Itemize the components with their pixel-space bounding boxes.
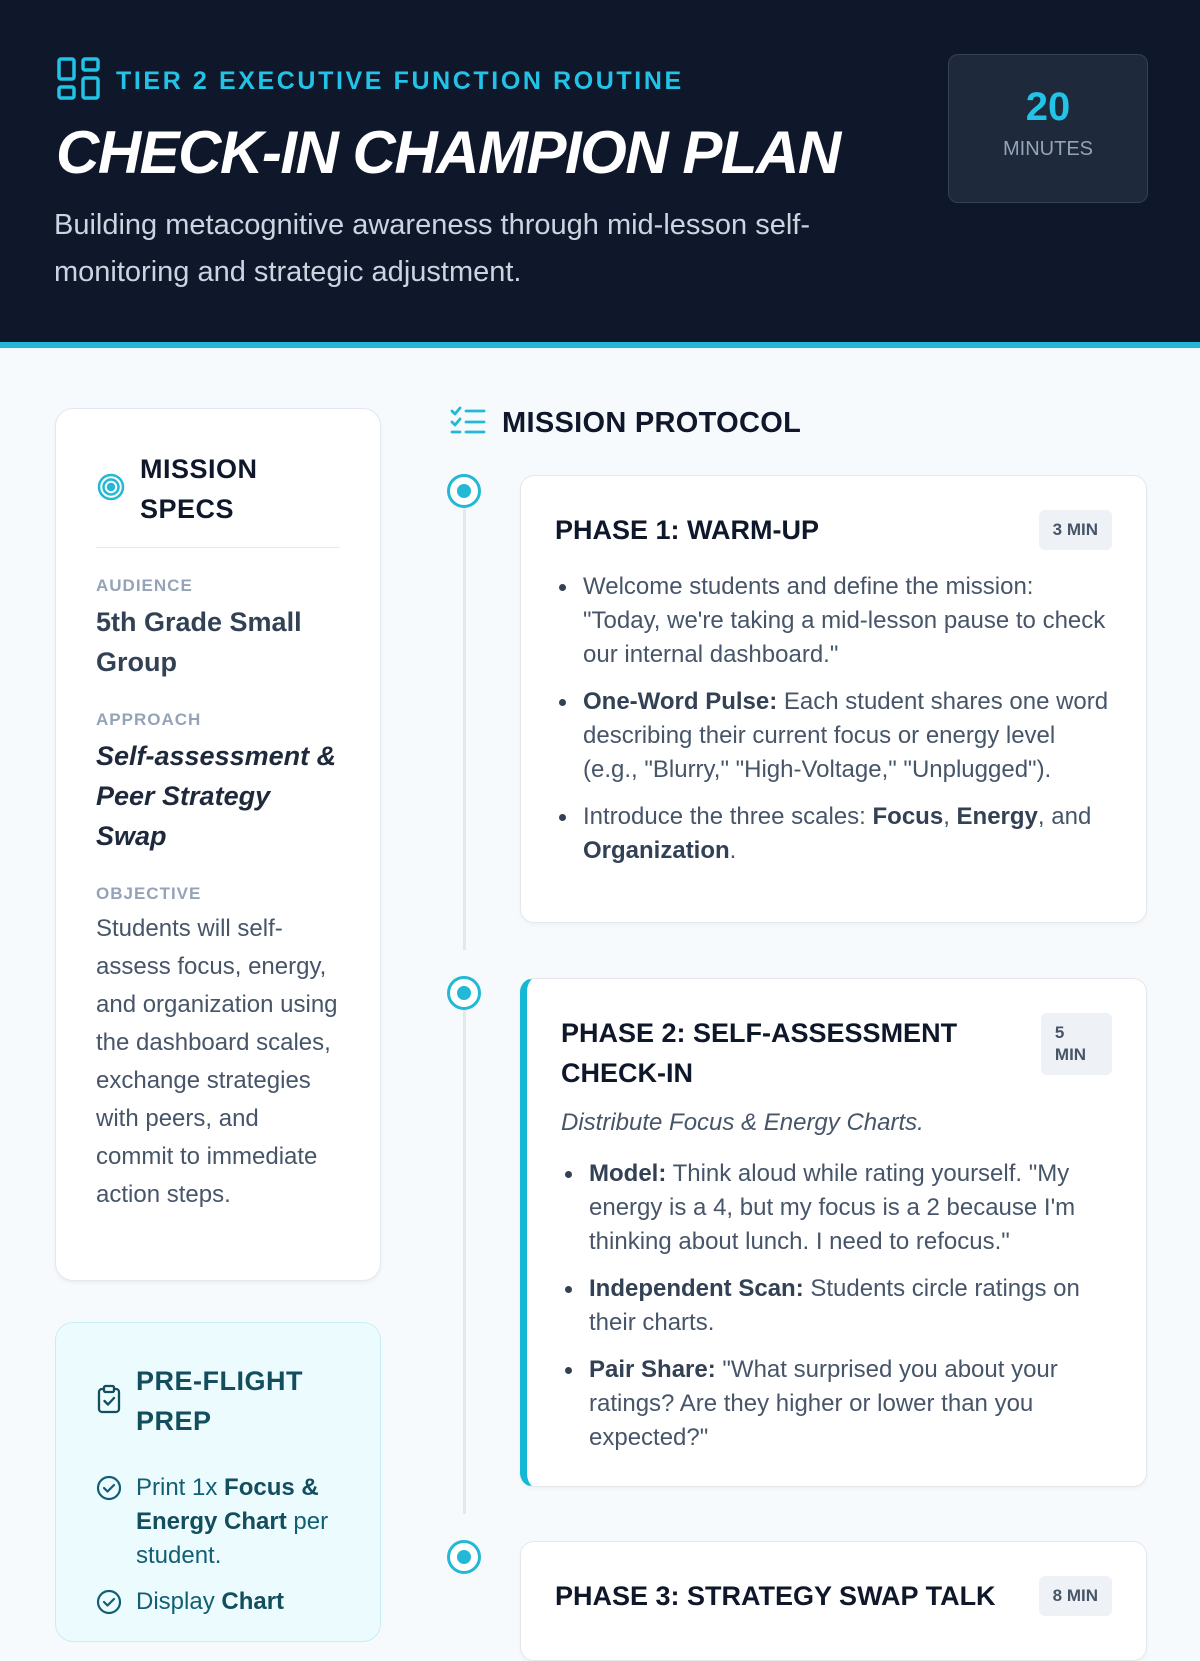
page-title: CHECK-IN CHAMPION PLAN [56,119,840,186]
approach-value: Self-assessment & Peer Strategy Swap [96,741,337,851]
protocol-title: MISSION PROTOCOL [502,407,802,439]
phase-bullets [561,1157,1112,1455]
clipboard-icon [96,1384,122,1419]
phase-note: Distribute Focus & Energy Charts. [561,1109,924,1136]
pre-flight-prep-card [55,1322,381,1642]
timeline-dot [447,474,481,508]
bullet-item: Pair Share: "What surprised you about your ratings? Are they higher or lower than you expected?" [561,1353,1112,1455]
phase-bullets [555,570,1112,868]
phase-card-1 [520,475,1147,923]
timeline-line [463,508,466,950]
prep-title: PRE-FLIGHT PREP [136,1366,303,1436]
phase-card-2 [520,978,1147,1487]
prep-header [96,1361,340,1459]
audience-value: 5th Grade Small Group [96,607,302,677]
bullet-item: Model: Think aloud while rating yourself. "My energy is a 4, but my focus is a 2 because I'm thinking about lunch. I need to refocus." [561,1157,1112,1259]
approach-label: APPROACH [96,710,202,729]
prep-item-text: Print 1x Focus & Energy Chart per student. [136,1474,329,1569]
audience-label: AUDIENCE [96,576,193,595]
page-header [0,0,1200,348]
eyebrow [56,56,684,107]
time-badge: 5 MIN [1041,1013,1112,1075]
checklist-icon [450,406,486,441]
phase-title: PHASE 3: STRATEGY SWAP TALK [555,1581,996,1611]
mission-specs-header [96,449,340,548]
timeline-line [463,1010,466,1514]
mission-specs-title: MISSION SPECS [140,454,258,524]
prep-item-text: Display Chart [136,1588,285,1615]
bullet-item: Independent Scan: Students circle ratings on their charts. [561,1272,1112,1340]
duration-box [948,54,1148,203]
dashboard-icon [56,56,102,107]
phase-title: PHASE 1: WARM-UP [555,515,820,545]
timeline-dot [447,1540,481,1574]
page-subtitle: Building metacognitive awareness through mid-lesson self-monitoring and strategic adjustment. [54,209,810,288]
check-circle-icon [96,1585,122,1625]
prep-item [96,1585,340,1625]
protocol-header [450,406,801,441]
bullet-item: Introduce the three scales: Focus, Energy, and Organization. [555,800,1112,868]
target-icon [96,472,126,507]
duration-unit: MINUTES [1003,138,1093,160]
timeline-dot [447,976,481,1010]
phase-title: PHASE 2: SELF-ASSESSMENT CHECK-IN [561,1018,958,1088]
phase-card-3 [520,1541,1147,1661]
time-badge: 3 MIN [1039,510,1112,550]
bullet-item: One-Word Pulse: Each student shares one word describing their current focus or energy level (e.g., "Blurry," "High-Voltage," "Unplugged"). [555,685,1112,787]
bullet-item: Welcome students and define the mission: "Today, we're taking a mid-lesson pause to check our internal dashboard." [555,570,1112,672]
check-circle-icon [96,1471,122,1573]
objective-label: OBJECTIVE [96,884,202,903]
eyebrow-text: TIER 2 EXECUTIVE FUNCTION ROUTINE [116,67,684,95]
duration-value: 20 [1025,85,1071,129]
time-badge: 8 MIN [1039,1576,1112,1616]
mission-specs-card [55,408,381,1281]
prep-item [96,1471,340,1573]
objective-value: Students will self-assess focus, energy, and organization using the dashboard scales, exchange strategies with peers, and commit to immediate action steps. [96,915,338,1208]
